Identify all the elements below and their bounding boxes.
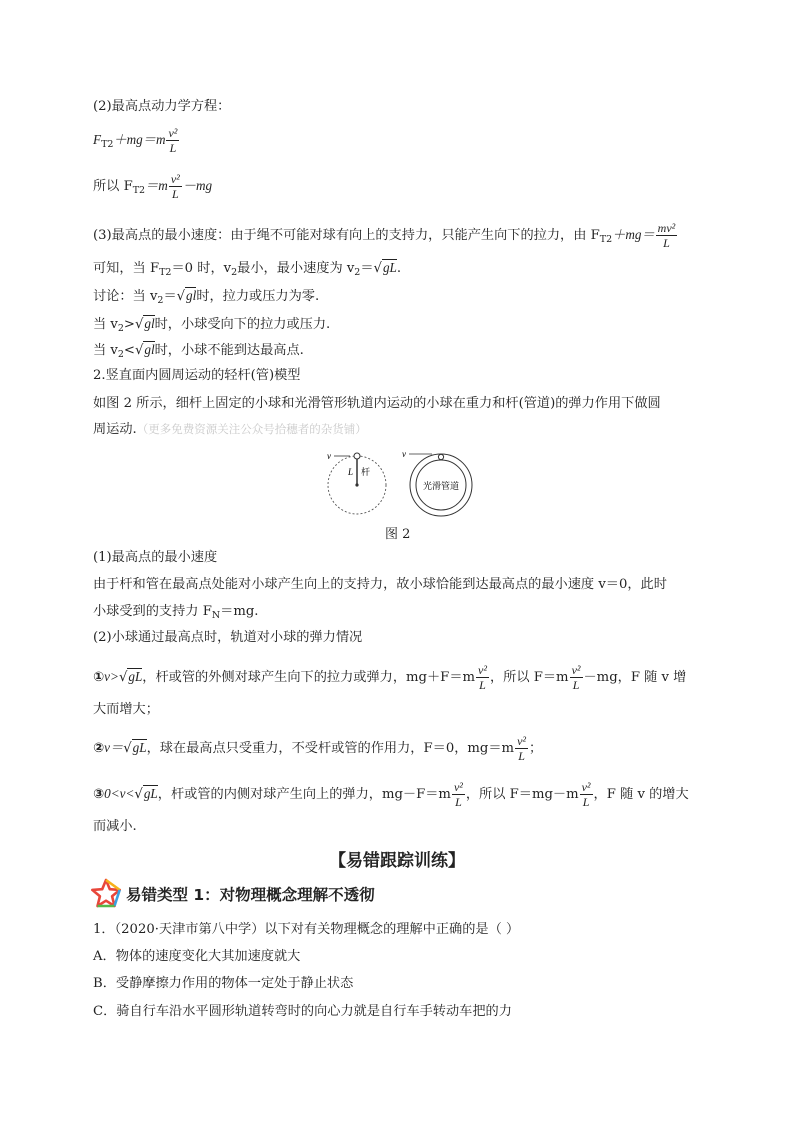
case-3-line: ③0<v<√gL，杆或管的内侧对球产生向上的弹力，mg－F＝m $\frac{\text{v²}}{L}$ ，所以 F＝mg－m $\frac{\text{v²}}{L}$ ，F 随 v 的增大 — [93, 780, 689, 809]
pipe-velocity-label: v — [402, 449, 406, 459]
option-c: C．骑自行车沿水平圆形轨道转弯时的向心力就是自行车手转动车把的力 — [93, 1004, 512, 1019]
pipe-label: 光滑管道 — [422, 482, 460, 492]
equation-2: 所以 $F_{T2}=m$ $\frac{\text{v²}}{L}$ －mg — [93, 172, 213, 201]
option-a: A．物体的速度变化大其加速度就大 — [93, 949, 301, 964]
case-less-line: 当 $v_2<√gl$时，小球不能到达最高点. — [93, 342, 304, 360]
figure-caption: 图 2 — [385, 527, 411, 542]
section-heading: 【易错跟踪训练】 — [329, 851, 465, 871]
m1-text-2: 小球受到的支持力 $F_N=mg$. — [93, 604, 259, 621]
rod-velocity-label: v — [327, 451, 331, 461]
model-text-1: 如图 2 所示，细杆上固定的小球和光滑管形轨道内运动的小球在重力和杆(管道)的弹力作用下做圆 — [93, 396, 661, 411]
m2-title: (2)小球通过最高点时，轨道对小球的弹力情况 — [93, 630, 363, 645]
star-icon — [90, 878, 122, 910]
rod-length-label: L — [348, 467, 354, 477]
figure-2 — [322, 448, 492, 520]
m1-title: (1)最高点的最小速度 — [93, 550, 218, 565]
watermark: （更多免费资源关注公众号拾穗者的杂货铺） — [136, 422, 367, 436]
case-1-line: ①v>√gL，杆或管的外侧对球产生向下的拉力或弹力，mg＋F＝m $\frac{\text{v²}}{L}$ ，所以 F＝m $\frac{\text{v²}}{L}$ －mg，F 随 v 增 — [93, 663, 687, 692]
equation-1: $F_{T2}+mg=m$ $\frac{\text{v²}}{L}$ — [93, 126, 178, 155]
option-b: B．受静摩擦力作用的物体一定处于静止状态 — [93, 976, 354, 991]
m1-text-1: 由于杆和管在最高点处能对小球产生向上的支持力，故小球恰能到达最高点的最小速度 v＝0，此时 — [93, 577, 667, 592]
discussion-line: 讨论：当 $v_2=√gl$时，拉力或压力为零. — [93, 288, 320, 306]
model-text-2: 周运动.（更多免费资源关注公众号拾穗者的杂货铺） — [93, 422, 367, 437]
case-greater-line: 当 $v_2>√gl$时，小球受向下的拉力或压力. — [93, 316, 331, 334]
section-3-text: (3)最高点的最小速度：由于绳不可能对球有向上的支持力，只能产生向下的拉力，由 $F_{T2}+mg=$ $\frac{\text{mv²}}{L}$ — [93, 221, 676, 250]
section-2-title: (2)最高点动力学方程： — [93, 99, 231, 114]
question-1: 1．（2020·天津市第八中学）以下对有关物理概念的理解中正确的是（ ） — [93, 922, 520, 937]
error-type-title: 易错类型 1：对物理概念理解不透彻 — [126, 886, 375, 904]
case-3-continuation: 而减小. — [93, 819, 137, 834]
pipe-model-diagram — [402, 449, 472, 516]
rod-model-diagram — [327, 451, 386, 514]
case-2-line: ②v＝√gL，球在最高点只受重力，不受杆或管的作用力，F＝0，mg＝m $\frac{\text{v²}}{L}$ ； — [93, 734, 543, 763]
case-1-continuation: 大而增大； — [93, 702, 159, 717]
min-speed-line: 可知，当 $F_{T2}=0$ 时，$v_2$最小，最小速度为 $v_2=√gL$. — [93, 260, 402, 278]
model-title: 2.竖直面内圆周运动的轻杆(管)模型 — [93, 368, 301, 383]
rod-label: 杆 — [361, 468, 371, 478]
